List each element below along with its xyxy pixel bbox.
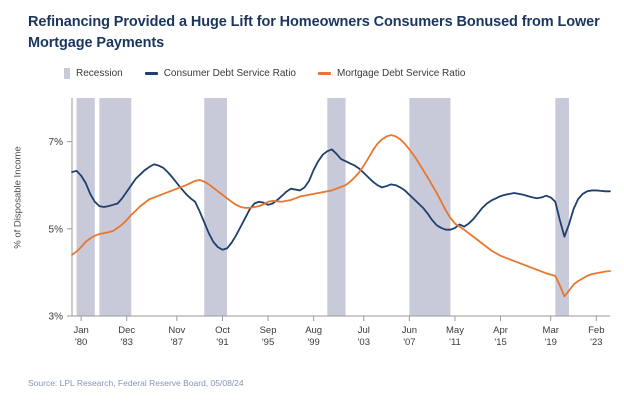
mortgage-line-swatch-icon bbox=[318, 72, 331, 75]
x-tick-label: Jul bbox=[357, 325, 370, 336]
page-title: Refinancing Provided a Huge Lift for Homeowners Consumers Bonused from Lower Mortgage Payments bbox=[28, 14, 600, 51]
x-tick-label: '15 bbox=[494, 337, 507, 346]
legend-label-consumer: Consumer Debt Service Ratio bbox=[163, 68, 296, 79]
recession-band bbox=[204, 98, 227, 316]
x-tick-label: Feb bbox=[588, 325, 605, 336]
x-tick-label: '03 bbox=[357, 337, 370, 346]
x-tick-label: Oct bbox=[215, 325, 230, 336]
legend-label-mortgage: Mortgage Debt Service Ratio bbox=[336, 68, 466, 79]
x-tick-label: '07 bbox=[403, 337, 416, 346]
x-tick-label: Apr bbox=[493, 325, 508, 336]
x-tick-label: '99 bbox=[307, 337, 320, 346]
legend-label-recession: Recession bbox=[76, 68, 123, 79]
legend-item-mortgage-debt-service-ratio bbox=[318, 68, 465, 79]
x-tick-label: '23 bbox=[590, 337, 603, 346]
legend-item-recession bbox=[64, 68, 123, 79]
y-tick-label: 5% bbox=[48, 224, 63, 236]
line-chart bbox=[0, 84, 624, 346]
x-tick-label: May bbox=[446, 325, 464, 336]
legend-item-consumer-debt-service-ratio bbox=[145, 68, 296, 79]
x-tick-label: '91 bbox=[216, 337, 229, 346]
x-tick-label: Dec bbox=[118, 325, 136, 336]
x-tick-label: Nov bbox=[168, 325, 186, 336]
y-tick-label: 7% bbox=[48, 137, 63, 149]
y-tick-label: 3% bbox=[48, 311, 63, 323]
x-tick-label: '80 bbox=[74, 337, 88, 346]
x-tick-label: '95 bbox=[261, 337, 275, 346]
consumer-line-swatch-icon bbox=[145, 72, 158, 75]
plot-area bbox=[0, 84, 624, 346]
x-tick-label: '11 bbox=[449, 337, 461, 346]
recession-band bbox=[77, 98, 95, 316]
x-tick-label: '87 bbox=[170, 337, 184, 346]
x-tick-label: Mar bbox=[542, 325, 559, 336]
x-tick-label: '19 bbox=[544, 337, 557, 346]
recession-swatch-icon bbox=[64, 68, 70, 79]
recession-band bbox=[327, 98, 345, 316]
x-tick-label: Aug bbox=[305, 325, 323, 336]
source-note: Source: LPL Research, Federal Reserve Board, 05/08/24 bbox=[28, 378, 244, 388]
x-tick-label: Jan bbox=[73, 325, 89, 336]
x-tick-label: Jun bbox=[401, 325, 418, 336]
x-tick-label: Sep bbox=[259, 325, 277, 336]
chart-legend bbox=[64, 68, 465, 79]
y-axis-label: % of Disposable Income bbox=[12, 146, 24, 249]
x-tick-label: '83 bbox=[120, 337, 133, 346]
